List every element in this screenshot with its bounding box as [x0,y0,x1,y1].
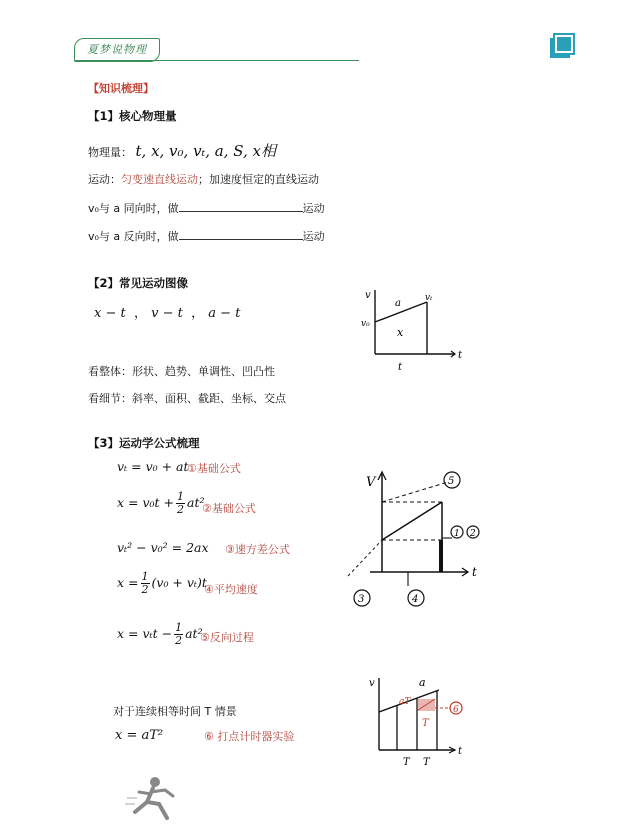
opposite-direction-suffix: 运动 [302,230,325,243]
part1-title: 【1】核心物理量 [88,109,177,123]
formula-2-note: ②基础公式 [202,502,256,515]
formula-5-left: x = vₜt − [117,626,173,641]
answer-blank-1[interactable] [179,201,303,212]
same-direction-suffix: 运动 [302,202,325,215]
formula-3-note: ③速方差公式 [225,543,290,556]
formula-2-num: 1 [177,490,185,503]
quantities-row [88,140,276,161]
quantities-list: t, x, v₀, vₜ, a, S, x相 [135,142,277,160]
sketch1-velocity-line [375,302,427,322]
same-direction-row [88,200,325,216]
sketch2-mark-2: 2 [470,529,476,539]
sketch2-mark-4: 4 [412,594,419,605]
formula-4-den: 2 [141,583,149,596]
formula-2-fraction [176,491,185,516]
formula-2-left: x = v₀t + [117,495,175,510]
sketch2-mark-1: 1 [454,529,460,539]
consecutive-note: ⑥ 打点计时器实验 [204,730,295,743]
sketch3-t-label: t [458,746,463,757]
sketch1-vt-label: vₜ [425,293,433,303]
sketch3-a-label: a [419,676,426,689]
sketch3-T-label: T [422,718,429,729]
book-logo-icon [548,32,576,60]
details-text: 看细节：斜率、面积、截距、坐标、交点 [88,392,286,405]
part2-title: 【2】常见运动图像 [88,276,189,290]
graph-type-at: a − t [208,306,241,321]
graph-type-vt: v − t [151,306,183,321]
sketch1-t-bottom-label: t [398,362,403,373]
sketch2-mark-3: 3 [358,594,365,605]
sketch1-x-label: x [397,326,404,339]
formula-5-num: 1 [175,621,183,634]
formula-1: vₜ = v₀ + at [117,459,189,474]
consecutive-formula: x = aT² [115,728,164,743]
sketch3-T1-label: T [403,757,410,768]
formula-1-note: ①基础公式 [187,462,241,475]
formula-4-right: (v₀ + vₜ)t [151,575,207,590]
formula-4-note: ④平均速度 [204,583,258,596]
runner-figure-icon [125,772,195,826]
vt-graph-sketch [355,284,470,376]
opposite-direction-prefix: v₀与 a 反向时，做 [88,230,179,243]
motion-rest: ；加速度恒定的直线运动 [198,173,319,186]
sketch3-mark-6: 6 [453,705,459,715]
formula-4 [117,571,207,596]
formula-graph-sketch [340,464,490,609]
formula-4-fraction [141,571,150,596]
part3-title: 【3】运动学公式梳理 [88,436,200,450]
formula-3: vₜ² − v₀² = 2ax [117,540,209,555]
sketch2-t-label: t [472,565,477,579]
sketch3-T2-label: T [423,757,430,768]
overall-text: 看整体：形状、趋势、单调性、凹凸性 [88,365,275,378]
header-badge [74,38,160,62]
quantities-label: 物理量： [88,146,132,159]
formula-2-right: at² [187,495,205,510]
formula-2-den: 2 [177,503,185,516]
graph-type-xt: x − t [94,306,126,321]
formula-5 [117,622,203,647]
sketch1-v0-label: v₀ [361,319,370,329]
formula-2 [117,491,205,516]
sketch3-aT-label: aT [399,697,411,707]
header-badge-text: 夏梦说物理 [87,43,147,56]
formula-4-num: 1 [141,570,149,583]
sketch2-mark-5: 5 [448,476,455,487]
sketch2-v-label: V [366,475,376,490]
consecutive-title: 对于连续相等时间 T 情景 [113,705,237,718]
motion-row [88,171,319,187]
sketch3-v-label: v [369,678,375,689]
graph-types-row: x − t ， v − t ， a − t [94,306,241,321]
equal-interval-graph-sketch [355,672,475,772]
sketch1-v-label: v [365,290,371,301]
sketch1-a-label: a [395,298,401,309]
formula-5-right: at² [185,626,203,641]
sketch1-t-label: t [458,350,463,361]
motion-label: 运动： [88,173,121,186]
motion-highlight: 匀变速直线运动 [121,173,198,186]
opposite-direction-row [88,228,325,244]
formula-5-note: ⑤反向过程 [200,631,254,644]
formula-5-den: 2 [175,634,183,647]
formula-5-fraction [174,622,183,647]
section-tag: 【知识梳理】 [88,82,154,95]
answer-blank-2[interactable] [179,229,303,240]
header-rule [74,60,359,61]
same-direction-prefix: v₀与 a 同向时，做 [88,202,179,215]
formula-4-left: x = [117,575,139,590]
